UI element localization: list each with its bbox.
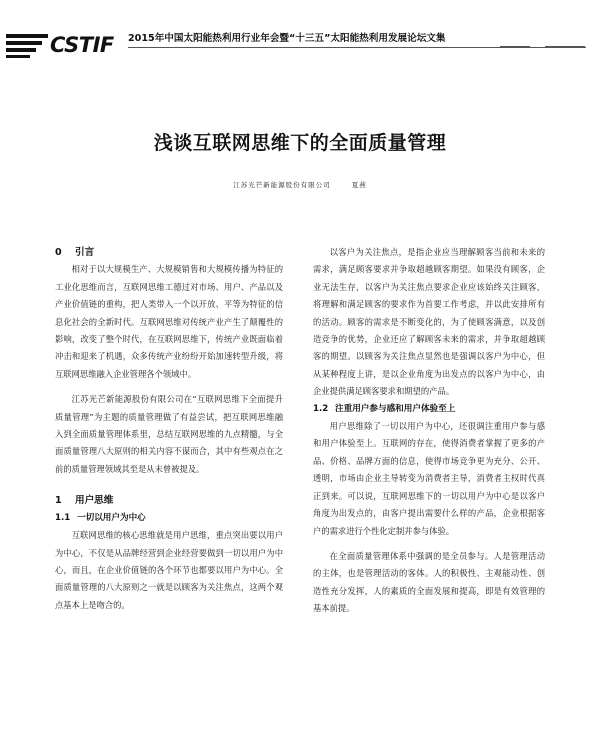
section-title: 用户思维 (75, 495, 114, 507)
right-column (313, 244, 545, 618)
subsection-number: 1.1 (55, 512, 71, 523)
logo-stripes-icon (6, 32, 48, 58)
paragraph: 相对于以大规模生产、大规模销售和大规模传播为特征的工业化思维而言，互联网思维工德过对市场、用户、产品以及产业价值链的重构，把人类带入一个以开放、平等为特征的信息化社会的全新时代。互联网思维对传统产业产生了颠覆性的影响，改变了整个时代，在互联网思维下，传统产业既面临着冲击和迎来了机遇，众多传统产业纷纷开始加速转型升级，将互联网思维融入企业管理各个领域中。 (55, 264, 283, 379)
running-header-title: 2015年中国太阳能热利用行业年会暨“十三五”太阳能热利用发展论坛文集 (128, 33, 446, 44)
paragraph: 互联网思维的核心思维就是用户思维，重点突出要以用户为中心，不仅是从品牌经营到企业经营要做到一切以用户为中心，而且，在企业价值链的各个环节也都要以用户为中心。全面质量管理的八大原则之一就是以顾客为关注焦点，这两个观点基本上是吻合的。 (55, 530, 283, 610)
subsection-heading (313, 401, 545, 418)
subsection-title: 一切以用户为中心 (77, 512, 146, 523)
cstif-logo (6, 28, 114, 62)
section-heading (55, 244, 283, 261)
subsection-title: 注重用户参与感和用户体验至上 (335, 403, 456, 414)
section-number: 1 (55, 495, 62, 507)
article-title: 浅谈互联网思维下的全面质量管理 (153, 132, 447, 154)
section-heading (55, 492, 283, 509)
author-affiliation: 江苏光芒新能源股份有限公司 (233, 181, 331, 189)
header-rule-dash (500, 46, 530, 48)
section-title: 引言 (75, 247, 95, 258)
paragraph: 江苏光芒新能源股份有限公司在“互联网思维下全面提升质量管理”为主题的质量管理做了有益尝试，把互联网思维融入到全面质量管理体系里，总结互联网思维的九点精髓，与全面质量管理八大原则的相关内容不谋而合，其中有些观点在之前的质量管理领域其至是从未曾被提及。 (55, 394, 283, 474)
byline (0, 180, 600, 189)
subsection-heading (55, 510, 283, 527)
paragraph: 以客户为关注焦点，是指企业应当理解顾客当前和未来的需求，满足顾客要求并争取超越顾客期望。如果没有顾客，企业无法生存，以客户为关注焦点要求企业应该始终关注顾客，将理解和满足顾客的要求作为首要工作考虑，并以此安排所有的活动。顾客的需求是不断变化的，为了使顾客满意，以及创造竞争的优势，企业还应了解顾客未来的需求，并争取超越顾客的期望。以顾客为关注焦点显然也是强调以客户为中心，但从某种程度上讲，是以企业角度为出发点的以客户为中心，由企业提供满足顾客要求和期望的产品。 (313, 247, 545, 397)
logo-text: CSTIF (50, 33, 114, 57)
spacer (313, 540, 545, 548)
subsection-number: 1.2 (313, 403, 329, 414)
paragraph: 用户思维除了一切以用户为中心，还很调注重用户参与感和用户体验至上。互联网的存在，使得消费者掌握了更多的产品、价格、品牌方面的信息，使得市场竞争更为充分、公开、透明，市场由企业主导转变为消费者主导，消费者主权时代真正到来。可以说，互联网思维下的一切以用户为中心是以客户角度为出发点的，由客户提出需要什么样的产品，企业根据客户的需求进行个性化定制并参与体验。 (313, 421, 545, 536)
left-column (55, 244, 283, 614)
author-name: 夏燕 (351, 181, 367, 189)
paragraph: 在全面质量管理体系中强调的是全员参与。人是管理活动的主体，也是管理活动的客体。人的积极性、主观能动性、创造性充分发挥，人的素质的全面发展和提高，即是有效管理的基本前提。 (313, 550, 545, 614)
section-number: 0 (55, 247, 62, 258)
spacer (55, 383, 283, 391)
header-rule-dash (545, 46, 585, 48)
spacer (55, 478, 283, 492)
